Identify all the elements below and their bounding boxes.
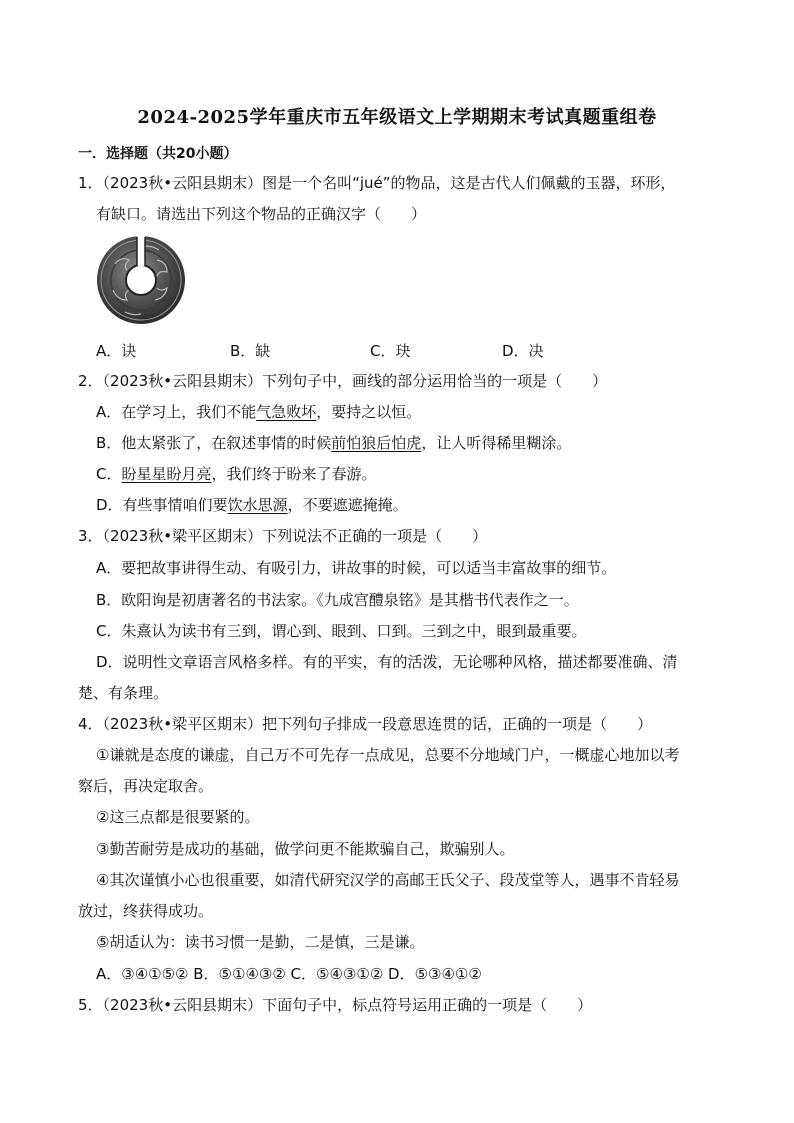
- q4-sentence-4-line1: ④其次谨慎小心也很重要，如清代研究汉学的高邮王氏父子、段茂堂等人，遇事不肯轻易: [96, 871, 680, 889]
- q1-option-c[interactable]: C．玦: [370, 342, 411, 360]
- q5-stem: 5．（2023秋•云阳县期末）下面句子中，标点符号运用正确的一项是（ ）: [78, 996, 593, 1014]
- q3-option-b[interactable]: B．欧阳询是初唐著名的书法家。《九成宫醴泉铭》是其楷书代表作之一。: [96, 591, 579, 609]
- q1-option-d[interactable]: D．决: [502, 342, 544, 360]
- underlined-phrase: 气急败坏: [256, 403, 317, 421]
- q2-option-a[interactable]: A．在学习上，我们不能气急败坏，要持之以恒。: [96, 403, 422, 421]
- q2-option-d[interactable]: D．有些事情咱们要饮水思源，不要遮遮掩掩。: [96, 496, 408, 514]
- q4-sentence-3: ③勤苦耐劳是成功的基础，做学问更不能欺骗自己，欺骗别人。: [96, 840, 515, 858]
- q4-sentence-4-line2: 放过，终获得成功。: [78, 902, 214, 920]
- q2-option-c[interactable]: C．盼星星盼月亮，我们终于盼来了春游。: [96, 465, 377, 483]
- q3-option-c[interactable]: C．朱熹认为读书有三到，谓心到、眼到、口到。三到之中，眼到最重要。: [96, 622, 587, 640]
- q4-sentence-1-line2: 察后，再决定取舍。: [78, 777, 214, 795]
- underlined-phrase: 盼星星盼月亮: [121, 465, 212, 483]
- q4-sentence-5: ⑤胡适认为：读书习惯一是勤，二是慎，三是谦。: [96, 933, 425, 951]
- q3-option-d-line2: 楚、有条理。: [78, 684, 169, 702]
- q4-sentence-2: ②这三点都是很要紧的。: [96, 808, 260, 826]
- q1-options: [96, 341, 656, 361]
- q2-stem: 2．（2023秋•云阳县期末）下列句子中，画线的部分运用恰当的一项是（ ）: [78, 372, 608, 390]
- q1-option-a[interactable]: A．诀: [96, 342, 137, 360]
- q3-option-a[interactable]: A．要把故事讲得生动、有吸引力，讲故事的时候，可以适当丰富故事的细节。: [96, 559, 617, 577]
- q4-stem: 4．（2023秋•梁平区期末）把下列句子排成一段意思连贯的话，正确的一项是（ ）: [78, 715, 653, 733]
- q4-options[interactable]: A．③④①⑤② B．⑤①④③② C．⑤④③①② D．⑤③④①②: [96, 965, 482, 983]
- q4-sentence-1-line1: ①谦就是态度的谦虚，自己万不可先存一点成见，总要不分地域门户，一概虚心地加以考: [96, 746, 680, 764]
- q1-option-b[interactable]: B．缺: [230, 342, 271, 360]
- q2-option-b[interactable]: B．他太紧张了，在叙述事情的时候前怕狼后怕虎，让人听得稀里糊涂。: [96, 434, 572, 452]
- section-heading: 一．选择题（共20小题）: [78, 146, 238, 162]
- q1-stem-line1: 1．（2023秋•云阳县期末）图是一个名叫“jué”的物品，这是古代人们佩戴的玉器，环形，: [78, 174, 676, 192]
- underlined-phrase: 饮水思源: [227, 496, 288, 514]
- q3-stem: 3．（2023秋•梁平区期末）下列说法不正确的一项是（ ）: [78, 527, 488, 545]
- jade-jue-image: [95, 234, 187, 326]
- q3-option-d-line1[interactable]: D．说明性文章语言风格多样。有的平实，有的活泼，无论哪种风格，描述都要准确、清: [96, 653, 678, 671]
- underlined-phrase: 前怕狼后怕虎: [331, 434, 422, 452]
- page-title: 2024-2025学年重庆市五年级语文上学期期末考试真题重组卷: [137, 107, 657, 128]
- q1-stem-line2: 有缺口。请选出下列这个物品的正确汉字（ ）: [96, 205, 427, 223]
